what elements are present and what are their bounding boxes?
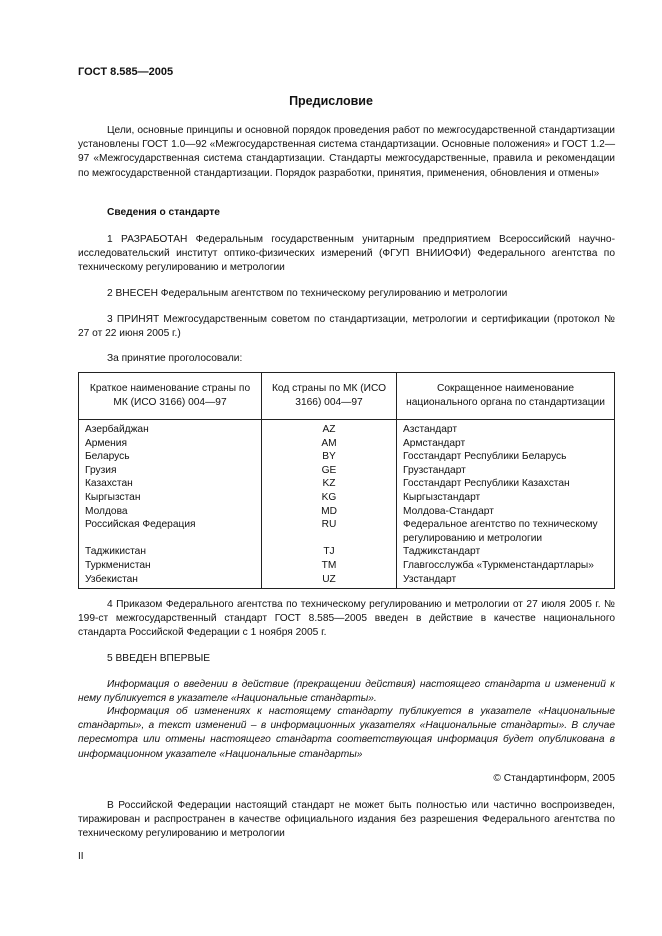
- item-order: 4 Приказом Федерального агентства по техническому регулированию и метрологии от 27 июля 2005 г. № 199-ст межгосударственный стандарт ГОСТ 8.585—2005 введен в действие в качестве национального стандарта Российской Федерации с 1 ноября 2005 г.: [78, 599, 615, 639]
- country-cell: Российская Федерация: [79, 518, 262, 545]
- code-cell: BY: [262, 450, 397, 464]
- table-header-row: [79, 373, 615, 420]
- intro-paragraph: Цели, основные принципы и основной порядок проведения работ по межгосударственной стандартизации установлены ГОСТ 1.0—92 «Межгосударственная система стандартизации. Основные положения» и ГОСТ 1.2—97 «Межгосударственная система стандартизации. Стандарты межгосударственные, правила и рекомендации по межгосударственной стандартизации. Порядок разработки, принятия, применения, обновления и отмены»: [78, 125, 616, 179]
- info-heading: Сведения о стандарте: [107, 207, 220, 218]
- country-cell: Армения: [79, 437, 262, 451]
- code-cell: UZ: [262, 573, 397, 589]
- code-cell: RU: [262, 518, 397, 545]
- body-cell: Госстандарт Республики Казахстан: [397, 477, 615, 491]
- body-cell: Грузстандарт: [397, 464, 615, 478]
- table-row: [79, 518, 615, 545]
- body-cell: Азстандарт: [397, 420, 615, 437]
- notice-paragraph-2: Информация об изменениях к настоящему стандарту публикуется в указателе «Национальные стандарты», а текст изменений – в информационных указателях «Национальные стандарты». В случае пересмотра или отмены настоящего стандарта соответствующая информация будет опубликована в информационном указателе «Национальные стандарты»: [78, 706, 615, 760]
- table-row: [79, 464, 615, 478]
- item-adopted: 3 ПРИНЯТ Межгосударственным советом по стандартизации, метрологии и сертификации (протокол № 27 от 22 июня 2005 г.): [78, 314, 615, 340]
- code-cell: TJ: [262, 545, 397, 559]
- code-cell: KG: [262, 491, 397, 505]
- table-row: [79, 437, 615, 451]
- table-header-body: Сокращенное наименование национального органа по стандартизации: [397, 373, 615, 420]
- country-cell: Грузия: [79, 464, 262, 478]
- country-cell: Таджикистан: [79, 545, 262, 559]
- page-number: II: [78, 851, 84, 862]
- body-cell: Узстандарт: [397, 573, 615, 589]
- item-first-time: 5 ВВЕДЕН ВПЕРВЫЕ: [107, 653, 211, 664]
- country-cell: Узбекистан: [79, 573, 262, 589]
- body-cell: Молдова-Стандарт: [397, 505, 615, 519]
- code-cell: GE: [262, 464, 397, 478]
- notice-paragraph-1: Информация о введении в действие (прекращении действия) настоящего стандарта и изменений к нему публикуется в указателе «Национальные стандарты».: [78, 679, 615, 705]
- standard-code-header: ГОСТ 8.585—2005: [78, 66, 174, 78]
- item-introduced: 2 ВНЕСЕН Федеральным агентством по техническому регулированию и метрологии: [107, 288, 508, 299]
- country-cell: Казахстан: [79, 477, 262, 491]
- reproduction-notice: В Российской Федерации настоящий стандарт не может быть полностью или частично воспроизведен, тиражирован и распространен в качестве официального издания без разрешения Федерального агентства по техническому регулированию и метрологии: [78, 800, 615, 840]
- table-row: [79, 450, 615, 464]
- code-cell: AZ: [262, 420, 397, 437]
- copyright-line: © Стандартинформ, 2005: [493, 773, 615, 784]
- table-row: [79, 420, 615, 437]
- page-title: Предисловие: [289, 94, 373, 108]
- table-row: [79, 477, 615, 491]
- country-cell: Кыргызстан: [79, 491, 262, 505]
- table-header-code: Код страны по МК (ИСО 3166) 004—97: [262, 373, 397, 420]
- body-cell: Федеральное агентство по техническому регулированию и метрологии: [397, 518, 615, 545]
- table-row: [79, 505, 615, 519]
- table-header-country: Краткое наименование страны по МК (ИСО 3166) 004—97: [79, 373, 262, 420]
- body-cell: Армстандарт: [397, 437, 615, 451]
- body-cell: Кыргызстандарт: [397, 491, 615, 505]
- code-cell: KZ: [262, 477, 397, 491]
- voting-table: [78, 372, 615, 589]
- table-row: [79, 491, 615, 505]
- body-cell: Госстандарт Республики Беларусь: [397, 450, 615, 464]
- table-row: [79, 559, 615, 573]
- country-cell: Беларусь: [79, 450, 262, 464]
- body-cell: Главгосслужба «Туркменстандартлары»: [397, 559, 615, 573]
- country-cell: Молдова: [79, 505, 262, 519]
- table-row: [79, 573, 615, 589]
- body-cell: Таджикстандарт: [397, 545, 615, 559]
- voted-label: За принятие проголосовали:: [107, 353, 243, 364]
- country-cell: Туркменистан: [79, 559, 262, 573]
- item-developed: 1 РАЗРАБОТАН Федеральным государственным унитарным предприятием Всероссийский научно-исследовательский институт оптико-физических измерений (ФГУП ВНИИОФИ) Федерального агентства по техническому регулированию и метрологии: [78, 234, 615, 274]
- code-cell: AM: [262, 437, 397, 451]
- table-row: [79, 545, 615, 559]
- code-cell: MD: [262, 505, 397, 519]
- code-cell: TM: [262, 559, 397, 573]
- country-cell: Азербайджан: [79, 420, 262, 437]
